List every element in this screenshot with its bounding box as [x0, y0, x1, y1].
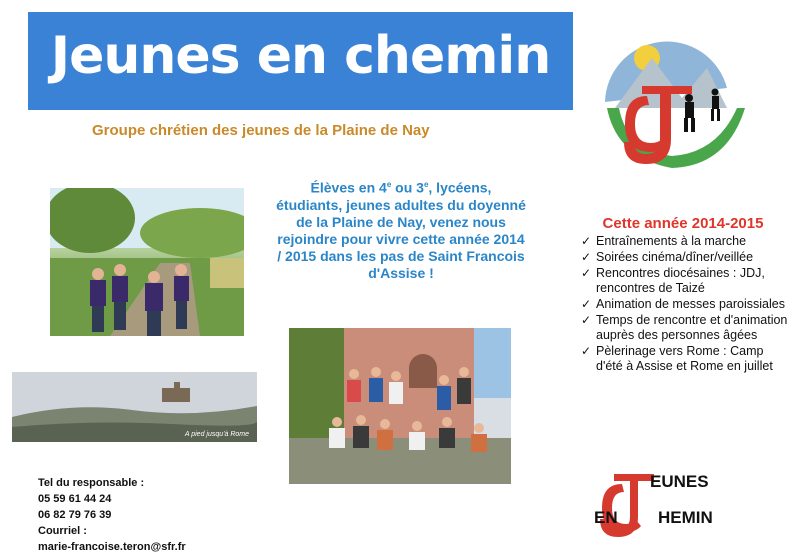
logo-emblem	[597, 28, 749, 176]
contact-mail-label: Courriel :	[38, 525, 87, 537]
intro-text	[276, 176, 526, 282]
photo-landscape	[12, 372, 257, 442]
contact-tel-label: Tel du responsable :	[38, 477, 145, 489]
photo-group	[289, 328, 511, 484]
check-icon: ✓	[581, 297, 592, 311]
contact-block	[38, 475, 186, 555]
check-icon: ✓	[581, 250, 592, 264]
group-illustration	[289, 328, 511, 484]
intro-part: Élèves en 4	[310, 179, 387, 196]
title-banner	[28, 12, 573, 110]
intro-part: ou 3	[391, 179, 424, 196]
list-item-label: Entraînements à la marche	[596, 234, 747, 248]
intro-sup: e	[423, 180, 429, 189]
list-item-label: Soirées cinéma/dîner/veillée	[596, 250, 754, 264]
contact-phone: 05 59 61 44 24	[38, 493, 112, 505]
activities-title: Cette année 2014-2015	[602, 215, 764, 232]
check-icon: ✓	[581, 234, 592, 248]
list-item	[578, 313, 788, 343]
intro-rest: étudiants, jeunes adultes du doyenné de la Plaine de Nay, venez nous rejoindre pour vivre cette année 2014 / 2015 dans les pas de Saint Francois d'Assise !	[276, 196, 526, 281]
list-item-label: Pèlerinage vers Rome : Camp d'été à Assise et Rome en juillet	[596, 344, 773, 373]
logo-word1: EUNES	[650, 472, 709, 491]
list-item	[578, 266, 788, 296]
list-item-label: Rencontres diocésaines : JDJ, rencontres de Taizé	[596, 266, 765, 295]
logo-word2-prefix: EN	[594, 508, 618, 527]
list-item	[578, 297, 788, 312]
hikers-illustration	[50, 188, 244, 336]
contact-phone: 06 82 79 76 39	[38, 509, 112, 521]
photo-hikers	[50, 188, 244, 336]
activities-list	[578, 234, 788, 374]
list-item	[578, 234, 788, 249]
check-icon: ✓	[581, 313, 592, 327]
list-item	[578, 250, 788, 265]
photo-caption: A pied jusqu'à Rome	[184, 431, 249, 438]
page-title: Jeunes en chemin	[50, 26, 551, 86]
intro-part: , lycéens,	[428, 179, 492, 196]
logo-emblem-icon	[597, 28, 749, 176]
activities-box	[578, 215, 788, 375]
list-item-label: Temps de rencontre et d'animation auprès des personnes âgées	[596, 313, 788, 342]
check-icon: ✓	[581, 344, 592, 358]
intro-sup: e	[386, 180, 392, 189]
check-icon: ✓	[581, 266, 592, 280]
list-item-label: Animation de messes paroissiales	[596, 297, 785, 311]
list-item	[578, 344, 788, 374]
contact-email: marie-francoise.teron@sfr.fr	[38, 541, 186, 553]
logo-word2: HEMIN	[658, 508, 713, 527]
subtitle: Groupe chrétien des jeunes de la Plaine de Nay	[92, 122, 430, 139]
logo-wordmark	[592, 470, 742, 540]
